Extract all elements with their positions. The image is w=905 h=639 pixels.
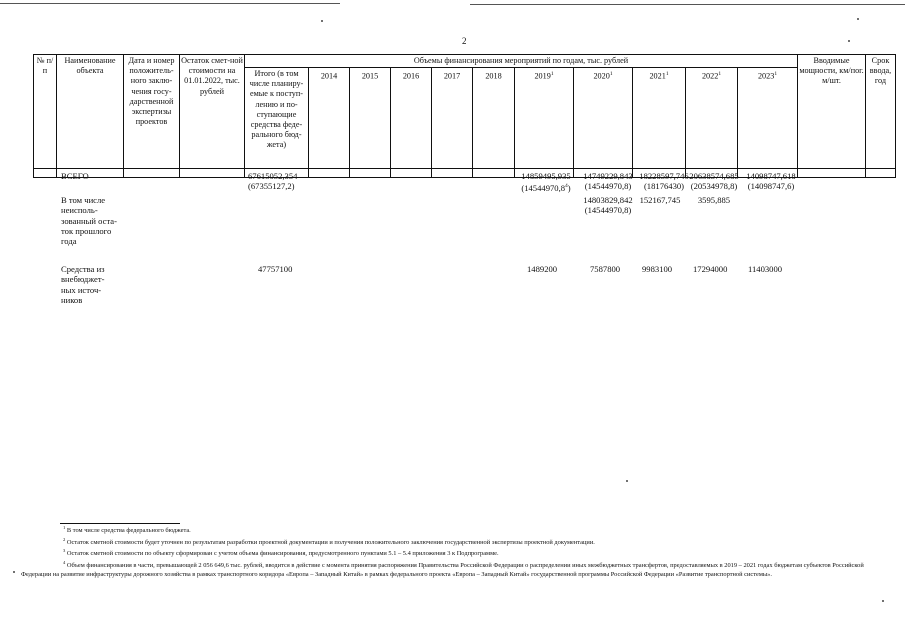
- header-year: 2016: [391, 68, 432, 169]
- external-2020: 7587800: [590, 264, 621, 274]
- header-name: Наименование объекта: [57, 55, 124, 169]
- header-year: 2017: [432, 68, 473, 169]
- page-number: 2: [462, 36, 467, 46]
- total-2020: 14749229,843 (14544970,8): [583, 171, 633, 192]
- header-num: № п/п: [34, 55, 57, 169]
- footnotes: [21, 524, 889, 579]
- footnote-2: $^2$ Остаток сметной стоимости будет уточнен по результатам разработки проектной документации и получения положительного заключения государственной экспертизы проектной документации.: [63, 536, 595, 546]
- header-year: 2022$^1$: [686, 68, 738, 169]
- total-2023: 14098747,618 (14098747,6): [746, 171, 796, 192]
- total-itogo: 67615052,354 (67355127,2): [248, 171, 298, 192]
- header-year: 2018: [473, 68, 515, 169]
- header-capacity: Вводимые мощности, км/пог. м/шт.: [798, 55, 866, 169]
- scan-speck: [13, 571, 15, 573]
- scan-edge-line: [0, 3, 340, 4]
- row-external-label: Средства из внебюджет- ных источ- ников: [61, 264, 105, 305]
- external-2023: 11403000: [748, 264, 783, 274]
- funding-table: [33, 54, 896, 178]
- header-year: 2015: [350, 68, 391, 169]
- external-2022: 17294000: [693, 264, 728, 274]
- unused-2022: 3595,885: [697, 195, 731, 205]
- header-year: 2019$^1$: [515, 68, 574, 169]
- header-year: 2021$^1$: [633, 68, 686, 169]
- scan-edge-line: [470, 4, 905, 5]
- scan-speck: [321, 20, 323, 22]
- external-2019: 1489200: [527, 264, 558, 274]
- unused-2020: 14803829,842 (14544970,8): [583, 195, 633, 216]
- external-itogo: 47757100: [258, 264, 293, 274]
- header-year: 2014: [309, 68, 350, 169]
- unused-2021: 152167,745: [639, 195, 681, 205]
- header-year: 2020$^1$: [574, 68, 633, 169]
- total-2019: 14859495,935 (14544970,8$^4$): [521, 171, 571, 194]
- external-2021: 9983100: [642, 264, 673, 274]
- scan-speck: [848, 40, 850, 42]
- scan-speck: [882, 600, 884, 602]
- total-2022: 20638574,685 (20534978,8): [689, 171, 739, 192]
- footnote-4: $^4$ Объем финансирования в части, превышающей 2 056 649,6 тыс. рублей, вводится в действие с момента принятия распоряжения Правительства Российской Федерации о распределении иных межбюджетных трансфертов, предоставляемых в 2019 – 2021 годах бюджетам субъектов Российской Федерации на развитие инфраструктуры дорожного хозяйства в рамках транспортного коридора «Европа – Западный Китай» в рамках федерального проекта «Европа – Западный Китай» государственной программы Российской Федерации «Развитие транспортной системы».: [21, 560, 864, 578]
- header-year: 2023$^1$: [738, 68, 798, 169]
- scan-speck: [857, 18, 859, 20]
- header-date: Дата и номер положитель-ного заклю-чения госу-дарственной экспертизы проектов: [124, 55, 180, 169]
- scan-speck: [626, 480, 628, 482]
- row-total-label: ВСЕГО: [61, 171, 89, 181]
- header-total: Итого (в том числе планиру-емые к поступ-лению и по-ступающие средства феде-рального бюд-жета): [245, 68, 309, 169]
- total-2021: 18228597,746 (18176430): [639, 171, 689, 192]
- footnote-3: $^3$ Остаток сметной стоимости по объекту сформирован с учетом объема финансирования, предусмотренного пунктами 5.1 – 5.4 приложения 3 к Подпрограмме.: [63, 548, 499, 558]
- header-group-title: Объемы финансирования мероприятий по годам, тыс. рублей: [245, 55, 798, 68]
- row-unused-label: В том числе неисполь- зованный оста- ток прошлого года: [61, 195, 117, 247]
- header-remainder: Остаток смет-ной стоимости на 01.01.2022, тыс. рублей: [180, 55, 245, 169]
- header-term: Срок ввода, год: [866, 55, 896, 169]
- footnote-1: $^1$ В том числе средства федерального бюджета.: [63, 525, 191, 535]
